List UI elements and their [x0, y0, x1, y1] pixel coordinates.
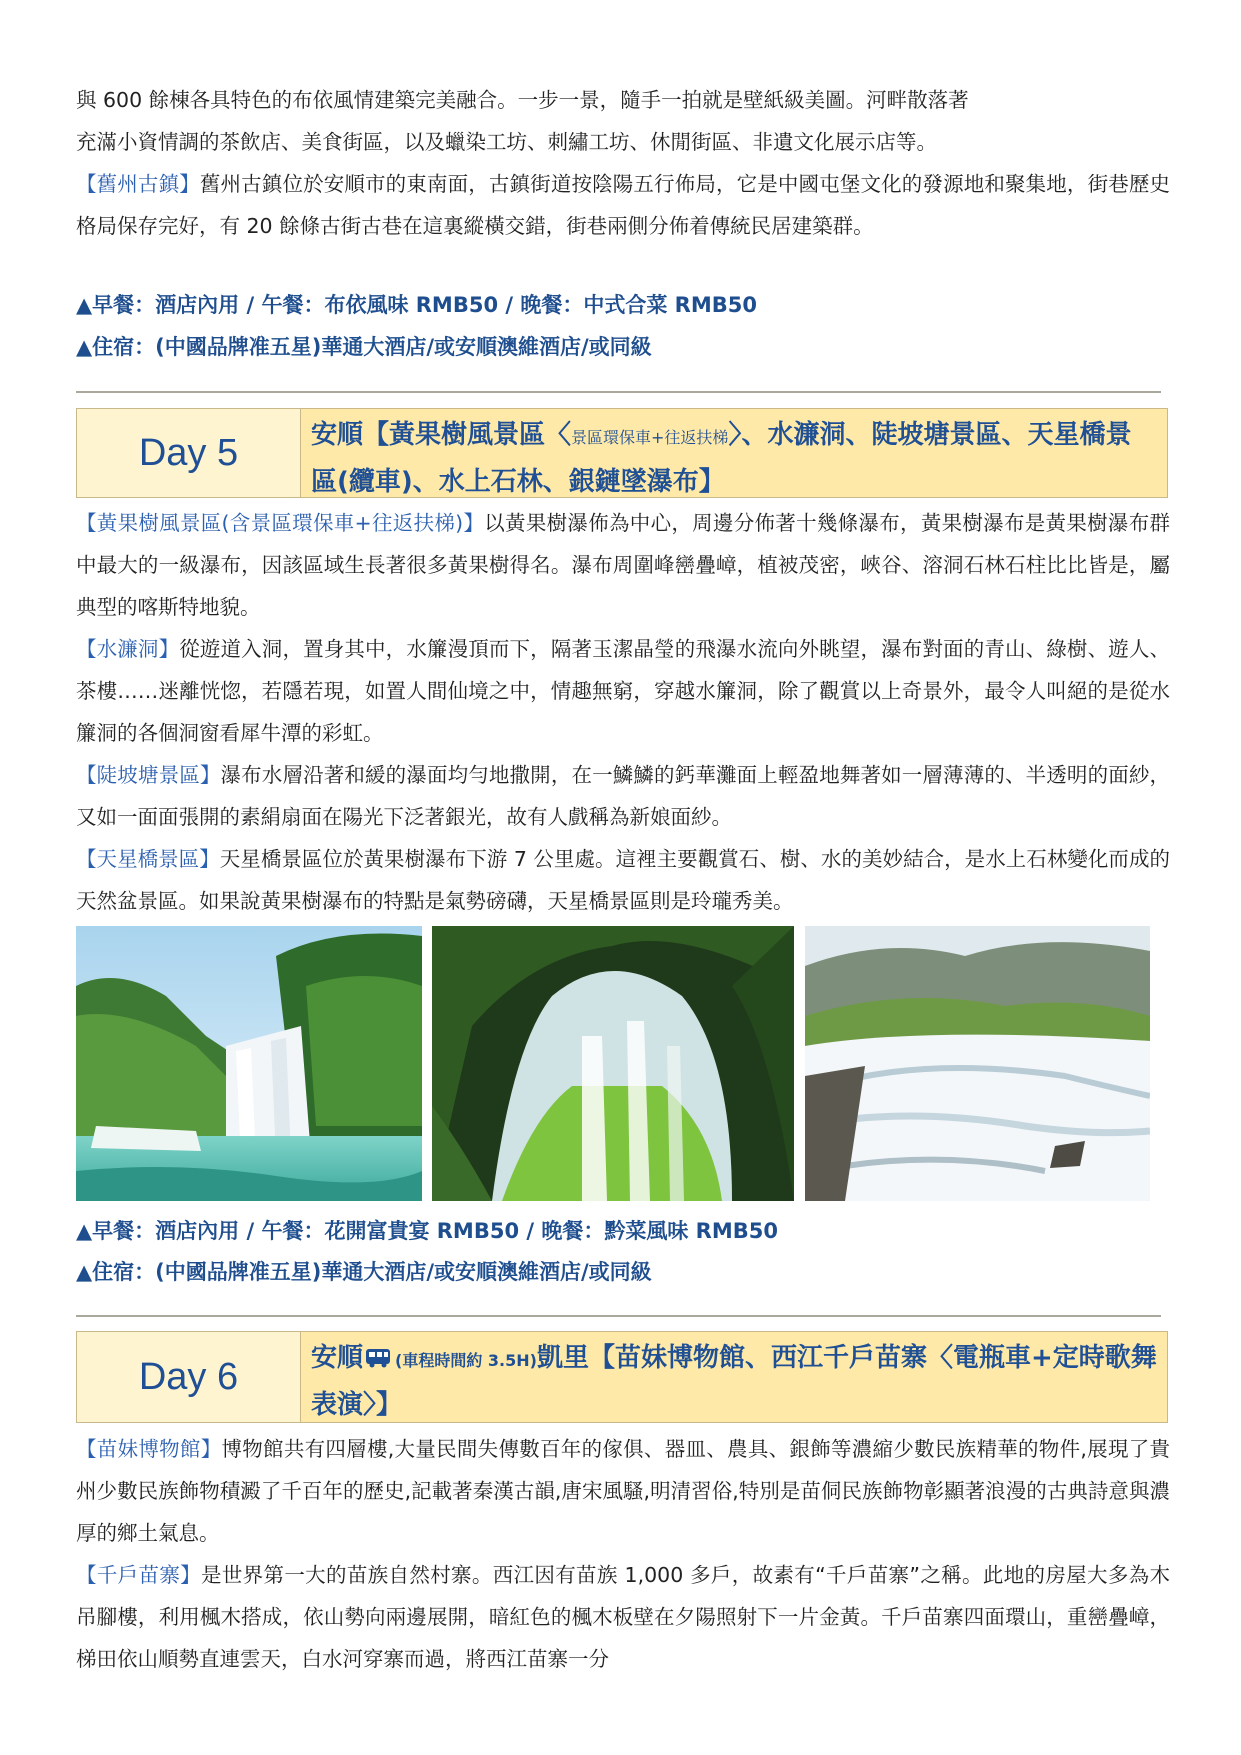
- day6-title-small: (車程時間約 3.5H): [395, 1351, 537, 1370]
- day4-meal-line: ▲早餐：酒店內用 / 午餐：布依風味 RMB50 / 晚餐：中式合菜 RMB50: [76, 293, 757, 317]
- day6-title-part-a: 安順: [311, 1343, 364, 1373]
- day5-title-small: 景區環保車+往返扶梯: [571, 428, 729, 447]
- jiuzhou-paragraph: [76, 163, 1170, 247]
- waterfall-photo-2: [432, 926, 794, 1201]
- day6-title-part-b: 凱里【苗妹博物館、西江千戶苗寨〈電瓶車+定時歌舞表演〉】: [311, 1343, 1157, 1420]
- waterfall-photo-1: [76, 926, 422, 1201]
- jiuzhou-text: 舊州古鎮位於安順市的東南面，古鎮街道按陰陽五行佈局，它是中國屯堡文化的發源地和聚集地，街巷歷史格局保存完好，有 20 餘條古街古巷在這裏縱橫交錯，街巷兩側分佈着傳統民居建築群。: [76, 172, 1171, 238]
- section-divider: [76, 391, 1161, 393]
- day5-p1-label: 【黃果樹風景區(含景區環保車+往返扶梯)】: [76, 511, 485, 535]
- day6-p2-label: 【千戶苗寨】: [76, 1563, 202, 1587]
- day5-p2-text: 從遊道入洞，置身其中，水簾漫頂而下，隔著玉潔晶瑩的飛瀑水流向外眺望，瀑布對面的青山、綠樹、遊人、茶樓……迷離恍惚，若隱若現，如置人間仙境之中，情趣無窮，穿越水簾洞，除了觀賞以上奇景外，最令人叫絕的是從水簾洞的各個洞窗看犀牛潭的彩虹。: [76, 637, 1171, 745]
- day5-tianxingqiao-paragraph: [76, 838, 1170, 922]
- intro-line-1: 與 600 餘棟各具特色的布依風情建築完美融合。一步一景，隨手一拍就是壁紙級美圖。河畔散落著: [76, 88, 969, 112]
- day5-label: Day 5: [77, 409, 301, 497]
- day5-shuiliandong-paragraph: [76, 628, 1170, 754]
- day6-label: Day 6: [77, 1332, 301, 1422]
- waterfall-photo-3: [805, 926, 1150, 1201]
- day5-title-part-b: 〉、水濂洞、陡坡塘景區、天星橋景區(纜車)、水上石林、銀鏈墜瀑布】: [311, 420, 1132, 497]
- day5-p4-label: 【天星橋景區】: [76, 847, 220, 871]
- day5-huangguoshu-paragraph: [76, 502, 1170, 628]
- day6-miaomei-paragraph: [76, 1428, 1170, 1554]
- bus-icon: [365, 1338, 391, 1358]
- day4-hotel-line: ▲住宿：(中國品牌准五星)華通大酒店/或安順澳維酒店/或同級: [76, 335, 652, 359]
- day5-p2-label: 【水濂洞】: [76, 637, 180, 661]
- day5-p1-text: 以黃果樹瀑佈為中心，周邊分佈著十幾條瀑布，黃果樹瀑布是黃果樹瀑布群中最大的一級瀑布，因該區域生長著很多黃果樹得名。瀑布周圍峰巒疊嶂，植被茂密，峽谷、溶洞石林石柱比比皆是，屬典型的喀斯特地貌。: [76, 511, 1171, 619]
- day6-p1-text: 博物館共有四層樓,大量民間失傳數百年的傢俱、器皿、農具、銀飾等濃縮少數民族精華的物件,展現了貴州少數民族飾物積澱了千百年的歷史,記載著秦漢古韻,唐宋風騷,明清習俗,特別是苗侗民族飾物彰顯著浪漫的古典詩意與濃厚的鄉土氣息。: [76, 1437, 1171, 1545]
- day6-title: [301, 1332, 1167, 1422]
- day6-p2-text: 是世界第一大的苗族自然村寨。西江因有苗族 1,000 多戶，故素有“千戶苗寨”之稱。此地的房屋大多為木吊腳樓，利用楓木搭成，依山勢向兩邊展開，暗紅色的楓木板壁在夕陽照射下一片金黃。千戶苗寨四面環山，重巒疊嶂，梯田依山順勢直連雲天，白水河穿寨而過，將西江苗寨一分: [76, 1563, 1171, 1671]
- day5-header: [76, 408, 1168, 498]
- day6-p1-label: 【苗妹博物館】: [76, 1437, 222, 1461]
- day5-doupotang-paragraph: [76, 754, 1170, 838]
- section-divider: [76, 1315, 1161, 1317]
- intro-line-2: 充滿小資情調的茶飲店、美食街區，以及蠟染工坊、刺繡工坊、休閒街區、非遺文化展示店等。: [76, 130, 937, 154]
- day5-p4-text: 天星橋景區位於黃果樹瀑布下游 7 公里處。這裡主要觀賞石、樹、水的美妙結合，是水上石林變化而成的天然盆景區。如果說黃果樹瀑布的特點是氣勢磅礴，天星橋景區則是玲瓏秀美。: [76, 847, 1171, 913]
- day5-meal-line: ▲早餐：酒店內用 / 午餐：花開富貴宴 RMB50 / 晚餐：黔菜風味 RMB50: [76, 1219, 778, 1243]
- jiuzhou-label: 【舊州古鎮】: [76, 172, 200, 196]
- day5-p3-text: 瀑布水層沿著和緩的瀑面均勻地撒開，在一鱗鱗的鈣華灘面上輕盈地舞著如一層薄薄的、半透明的面紗，又如一面面張開的素絹扇面在陽光下泛著銀光，故有人戲稱為新娘面紗。: [76, 763, 1171, 829]
- day5-title: [301, 409, 1167, 497]
- day6-qianhu-paragraph: [76, 1554, 1170, 1680]
- day6-header: [76, 1331, 1168, 1423]
- intro-paragraph: [76, 79, 1170, 163]
- day5-p3-label: 【陡坡塘景區】: [76, 763, 221, 787]
- day5-hotel-line: ▲住宿：(中國品牌准五星)華通大酒店/或安順澳維酒店/或同級: [76, 1260, 652, 1284]
- day5-title-part-a: 安順【黃果樹風景區〈: [311, 420, 572, 450]
